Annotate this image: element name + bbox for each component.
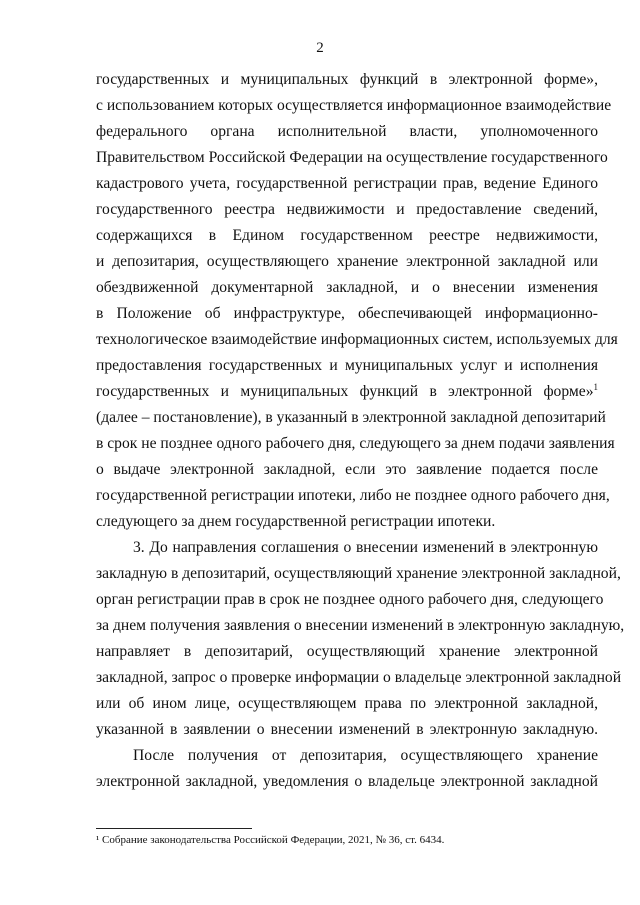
- text-line: технологическое взаимодействие информационных систем, используемых для: [96, 331, 618, 348]
- text-line: [96, 382, 598, 402]
- text-line: и депозитария, осуществляющего хранение электронной закладной или: [96, 253, 598, 270]
- text-line: государственной регистрации ипотеки, либо не позднее одного рабочего дня,: [96, 487, 610, 504]
- text-line: в срок не позднее одного рабочего дня, следующего за днем подачи заявления: [96, 435, 615, 452]
- paragraph-first-line: После получения от депозитария, осуществляющего хранение: [133, 747, 598, 764]
- text-line: или об ином лице, осуществляющем права по электронной закладной,: [96, 695, 598, 712]
- text-line: Правительством Российской Федерации на осуществление государственного: [96, 149, 608, 166]
- text-line: закладную в депозитарий, осуществляющий хранение электронной закладной,: [96, 565, 621, 582]
- text-line: закладной, запрос о проверке информации о владельце электронной закладной: [96, 669, 622, 686]
- footnote-divider: [96, 828, 252, 829]
- text-line: электронной закладной, уведомления о владельце электронной закладной: [96, 773, 598, 790]
- footnote-marker: 1: [593, 381, 598, 392]
- text-line: за днем получения заявления о внесении изменений в электронную закладную,: [96, 617, 625, 634]
- text-line-content: государственных и муниципальных функций в электронной форме»: [96, 383, 594, 400]
- text-line: государственных и муниципальных функций в электронной форме»,: [96, 71, 598, 88]
- text-line: (далее – постановление), в указанный в электронной закладной депозитарий: [96, 409, 606, 426]
- text-line: в Положение об инфраструктуре, обеспечивающей информационно-: [96, 305, 598, 322]
- footnote: ¹ Собрание законодательства Российской Федерации, 2021, № 36, ст. 6434.: [96, 834, 445, 846]
- text-line: предоставления государственных и муниципальных услуг и исполнения: [96, 357, 598, 374]
- text-line: указанной в заявлении о внесении изменений в электронную закладную.: [96, 721, 598, 738]
- text-line: орган регистрации прав в срок не позднее одного рабочего дня, следующего: [96, 591, 604, 608]
- text-line: с использованием которых осуществляется информационное взаимодействие: [96, 97, 612, 114]
- text-line: о выдаче электронной закладной, если это заявление подается после: [96, 461, 598, 478]
- text-line: кадастрового учета, государственной регистрации прав, ведение Единого: [96, 175, 598, 192]
- text-line: обездвиженной документарной закладной, и о внесении изменения: [96, 279, 598, 296]
- text-line: следующего за днем государственной регистрации ипотеки.: [96, 513, 496, 530]
- text-line: содержащихся в Едином государственном реестре недвижимости,: [96, 227, 598, 244]
- text-line: федерального органа исполнительной власти, уполномоченного: [96, 123, 598, 140]
- text-line: направляет в депозитарий, осуществляющий хранение электронной: [96, 643, 598, 660]
- paragraph-3-first-line: 3. До направления соглашения о внесении изменений в электронную: [133, 539, 598, 556]
- page-number: 2: [316, 40, 324, 56]
- text-line: государственного реестра недвижимости и предоставление сведений,: [96, 201, 598, 218]
